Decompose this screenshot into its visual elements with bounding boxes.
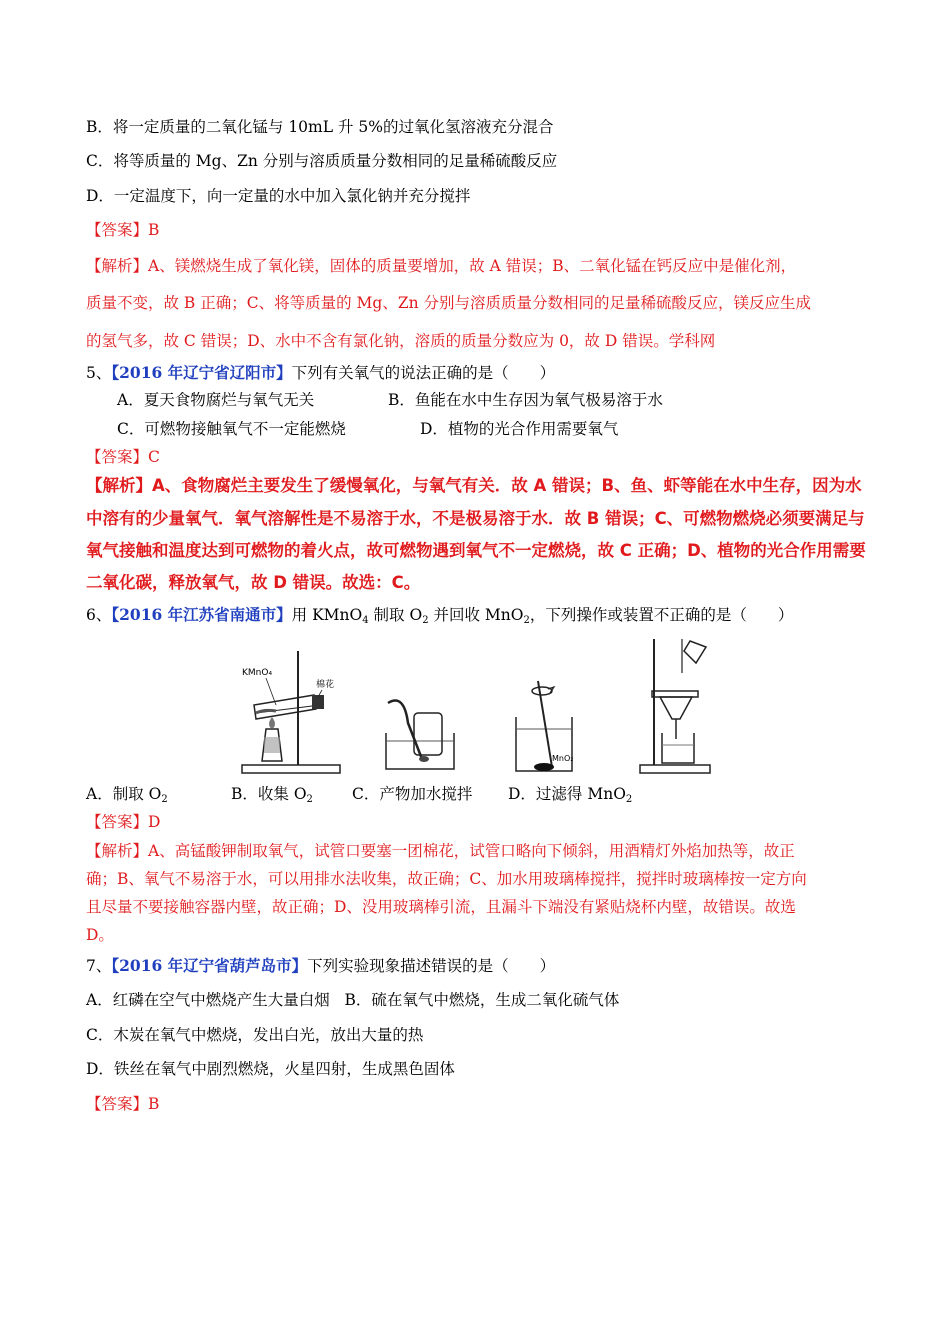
q5-stem-text: 下列有关氧气的说法正确的是（ ）	[291, 364, 556, 382]
q6-option-a-sub: 2	[161, 794, 168, 805]
q7-number: 7、	[86, 957, 112, 975]
figure-c-stirring-beaker	[508, 633, 584, 775]
q6-option-b-sub: 2	[306, 794, 313, 805]
q6-stem-part: 制取 O	[368, 606, 423, 624]
figure-b-water-collection	[382, 633, 462, 775]
q5-option-a: A．夏天食物腐烂与氧气无关	[117, 391, 315, 409]
q5-option-b: B．鱼能在水中生存因为氧气极易溶于水	[388, 391, 663, 409]
q6-stem-part: 并回收 MnO	[428, 606, 524, 624]
q6-option-d	[508, 783, 632, 805]
q5-stem	[86, 362, 555, 384]
q5-source: 【2016 年辽宁省辽阳市】	[111, 363, 292, 382]
q7-option-ab: A．红磷在空气中燃烧产生大量白烟 B．硫在氧气中燃烧，生成二氧化硫气体	[86, 991, 620, 1009]
q7-stem	[86, 955, 555, 977]
q5-analysis-line-2: 中溶有的少量氧气．氧气溶解性是不易溶于水，不是极易溶于水．故 B 错误；C、可燃物燃烧必须要满足与	[86, 509, 865, 528]
q7-option-c: C．木炭在氧气中燃烧，发出白光，放出大量的热	[86, 1026, 424, 1044]
figure-label-mno2: MnO₂	[552, 754, 574, 763]
q5-option-d: D．植物的光合作用需要氧气	[420, 420, 619, 438]
q6-stem	[86, 604, 793, 626]
q6-option-a	[86, 783, 168, 805]
figure-label-cotton: 棉花	[316, 680, 335, 690]
q5-analysis-line-3: 氧气接触和温度达到可燃物的着火点，故可燃物遇到氧气不一定燃烧，故 C 正确；D、植物的光合作用需要	[86, 541, 866, 560]
q7-option-d: D．铁丝在氧气中剧烈燃烧，火星四射，生成黑色固体	[86, 1060, 455, 1078]
q5-option-c: C．可燃物接触氧气不一定能燃烧	[117, 420, 346, 438]
q6-stem-sub: 4	[362, 615, 369, 626]
q6-stem-sub: 2	[523, 615, 530, 626]
q6-source: 【2016 年江苏省南通市】	[111, 605, 292, 624]
figure-a-heating-apparatus	[236, 633, 346, 775]
q5-analysis-line-4: 二氧化碳，释放氧气，故 D 错误。故选：C。	[86, 573, 421, 592]
q4-option-d: D．一定温度下，向一定量的水中加入氯化钠并充分搅拌	[86, 187, 471, 205]
q7-source: 【2016 年辽宁省葫芦岛市】	[111, 956, 308, 975]
q6-option-d-text: D．过滤得 MnO	[508, 785, 626, 803]
q6-number: 6、	[86, 606, 112, 624]
q6-option-a-text: A．制取 O	[86, 785, 162, 803]
q6-answer: 【答案】D	[86, 813, 161, 831]
q6-option-d-sub: 2	[625, 794, 633, 805]
q6-stem-part: 用 KMnO	[291, 606, 363, 624]
q6-analysis-line-1: 【解析】A、高锰酸钾制取氧气，试管口要塞一团棉花，试管口略向下倾斜，用酒精灯外焰加热等，故正	[86, 842, 795, 860]
q4-analysis-line-1: 【解析】A、镁燃烧生成了氧化镁，固体的质量要增加，故 A 错误；B、二氧化锰在钙反应中是催化剂，	[86, 257, 797, 275]
q4-answer: 【答案】B	[86, 221, 160, 239]
q4-analysis-line-2: 质量不变，故 B 正确；C、将等质量的 Mg、Zn 分别与溶质质量分数相同的足量稀硫酸反应，镁反应生成	[86, 294, 812, 312]
q5-analysis-line-1: 【解析】A、食物腐烂主要发生了缓慢氧化，与氧气有关．故 A 错误；B、鱼、虾等能在水中生存，因为水	[86, 476, 862, 495]
q7-answer: 【答案】B	[86, 1095, 160, 1113]
q6-option-b-text: B．收集 O	[231, 785, 307, 803]
q6-analysis-line-2: 确；B、氧气不易溶于水，可以用排水法收集，故正确；C、加水用玻璃棒搅拌，搅拌时玻璃棒按一定方向	[86, 870, 807, 888]
figure-d-filtration	[636, 633, 716, 775]
q6-analysis-line-3: 且尽量不要接触容器内壁，故正确；D、没用玻璃棒引流，且漏斗下端没有紧贴烧杯内壁，故错误。故选	[86, 898, 796, 916]
q4-option-c: C．将等质量的 Mg、Zn 分别与溶质质量分数相同的足量稀硫酸反应	[86, 152, 558, 170]
q5-answer: 【答案】C	[86, 448, 160, 466]
q5-number: 5、	[86, 364, 112, 382]
q6-analysis-line-4: D。	[86, 926, 114, 944]
q6-stem-sub: 2	[422, 615, 429, 626]
q6-option-c: C．产物加水搅拌	[352, 785, 473, 803]
figure-label-kmno4: KMnO₄	[242, 668, 273, 678]
q4-option-b: B．将一定质量的二氧化锰与 10mL 升 5%的过氧化氢溶液充分混合	[86, 118, 554, 136]
q6-stem-part: ，下列操作或装置不正确的是（ ）	[529, 606, 794, 624]
q4-analysis-line-3: 的氢气多，故 C 错误；D、水中不含有氯化钠，溶质的质量分数应为 0，故 D 错误。学科网	[86, 332, 716, 350]
q6-option-b	[231, 783, 313, 805]
q7-stem-text: 下列实验现象描述错误的是（ ）	[307, 957, 556, 975]
